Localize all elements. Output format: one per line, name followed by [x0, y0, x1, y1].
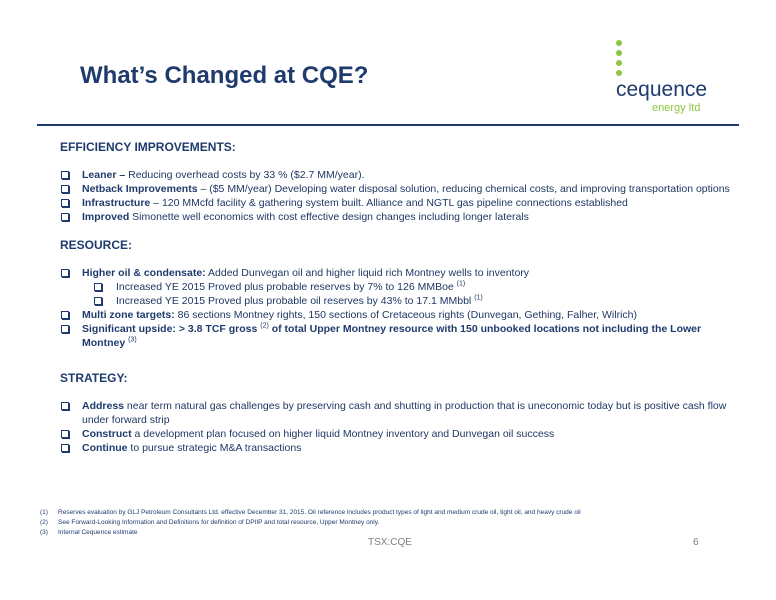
item-text: 86 sections Montney rights, 150 sections of Cretaceous rights (Dunvegan, Gething, Falher, Wilrich): [174, 309, 637, 321]
item-lead: Netback Improvements: [82, 183, 198, 195]
strategy-list: [60, 399, 730, 455]
list-item: [60, 182, 730, 196]
list-item: [60, 399, 730, 427]
footnote-ref: (3): [128, 336, 137, 344]
item-text: to pursue strategic M&A transactions: [127, 442, 302, 454]
title-divider: [37, 124, 739, 126]
item-text: – ($5 MM/year) Developing water disposal solution, reducing chemical costs, and improving transportation options: [197, 183, 730, 195]
list-subitem: [60, 294, 730, 308]
cequence-logo: [606, 40, 736, 120]
item-text: of total Upper Montney resource with 150 unbooked locations not including the Lower Montney: [82, 323, 702, 349]
footnote-text: See Forward-Looking Information and Definitions for definition of DPIIP and total resource, Upper Montney only.: [58, 519, 380, 526]
item-text: > 3.8 TCF gross: [175, 323, 261, 335]
item-lead: Infrastructure: [82, 197, 151, 209]
checkbox-bullet-icon: [94, 283, 102, 291]
list-item: [60, 441, 730, 455]
item-text: – 120 MMcfd facility & gathering system built. Alliance and NGTL gas pipeline connections established: [150, 197, 628, 209]
footer-ticker: TSX:CQE: [368, 537, 412, 548]
item-lead: Construct: [82, 428, 132, 440]
item-text: Simonette well economics with cost effective design changes including longer laterals: [129, 211, 529, 223]
footnote: [40, 518, 581, 528]
item-lead: Improved: [82, 211, 130, 223]
checkbox-bullet-icon: [61, 430, 69, 438]
item-text: a development plan focused on higher liquid Montney inventory and Dunvegan oil success: [131, 428, 555, 440]
page-number: 6: [693, 537, 699, 548]
footnote: [40, 508, 581, 518]
item-lead: Significant upside:: [82, 323, 176, 335]
list-item: [60, 168, 730, 182]
item-text: near term natural gas challenges by preserving cash and shutting in production that is uneconomic today but is positive cash flow under forward strip: [82, 400, 727, 426]
footnotes: [40, 508, 581, 538]
list-item: [60, 210, 730, 224]
slide-body: [60, 140, 730, 455]
logo-wordmark: cequence: [616, 78, 708, 101]
list-item: [60, 196, 730, 210]
footnote-text: Reserves evaluation by GLJ Petroleum Consultants Ltd. effective December 31, 2015. Oil reference includes product types of light and medium crude oil, tight oil, and heavy crude oil: [58, 509, 581, 516]
list-item: [60, 266, 730, 280]
section-heading-strategy: STRATEGY:: [60, 371, 128, 385]
efficiency-list: [60, 168, 730, 224]
checkbox-bullet-icon: [61, 269, 69, 277]
footnote-number: (1): [40, 509, 48, 516]
checkbox-bullet-icon: [94, 297, 102, 305]
item-text: Reducing overhead costs by 33 % ($2.7 MM/year).: [125, 169, 365, 181]
list-subitem: [60, 280, 730, 294]
footnote-text: Internal Cequence estimate: [58, 529, 138, 536]
footnote-number: (3): [40, 529, 48, 536]
list-item: [60, 322, 730, 350]
footnote-ref: (1): [474, 294, 483, 302]
checkbox-bullet-icon: [61, 185, 69, 193]
resource-list: [60, 266, 730, 350]
item-lead: Continue: [82, 442, 128, 454]
item-lead: Higher oil & condensate:: [82, 267, 206, 279]
list-item: [60, 427, 730, 441]
list-item: [60, 308, 730, 322]
footnote-ref: (2): [260, 322, 269, 330]
slide-title: What’s Changed at CQE?: [80, 62, 369, 89]
checkbox-bullet-icon: [61, 213, 69, 221]
footnote: [40, 528, 581, 538]
item-text: Increased YE 2015 Proved plus probable oil reserves by 43% to 17.1 MMbbl: [116, 295, 475, 307]
checkbox-bullet-icon: [61, 402, 69, 410]
section-heading-resource: RESOURCE:: [60, 238, 133, 252]
item-text: Added Dunvegan oil and higher liquid rich Montney wells to inventory: [205, 267, 530, 279]
item-lead: Leaner –: [82, 169, 126, 181]
checkbox-bullet-icon: [61, 311, 69, 319]
checkbox-bullet-icon: [61, 444, 69, 452]
footnote-number: (2): [40, 519, 48, 526]
checkbox-bullet-icon: [61, 199, 69, 207]
item-lead: Multi zone targets:: [82, 309, 175, 321]
item-text: Increased YE 2015 Proved plus probable reserves by 7% to 126 MMBoe: [116, 281, 457, 293]
item-lead: Address: [82, 400, 125, 412]
section-heading-efficiency: EFFICIENCY IMPROVEMENTS:: [60, 140, 236, 154]
logo-tagline: energy ltd: [652, 102, 701, 114]
checkbox-bullet-icon: [61, 325, 69, 333]
footnote-ref: (1): [456, 280, 466, 288]
checkbox-bullet-icon: [61, 171, 69, 179]
